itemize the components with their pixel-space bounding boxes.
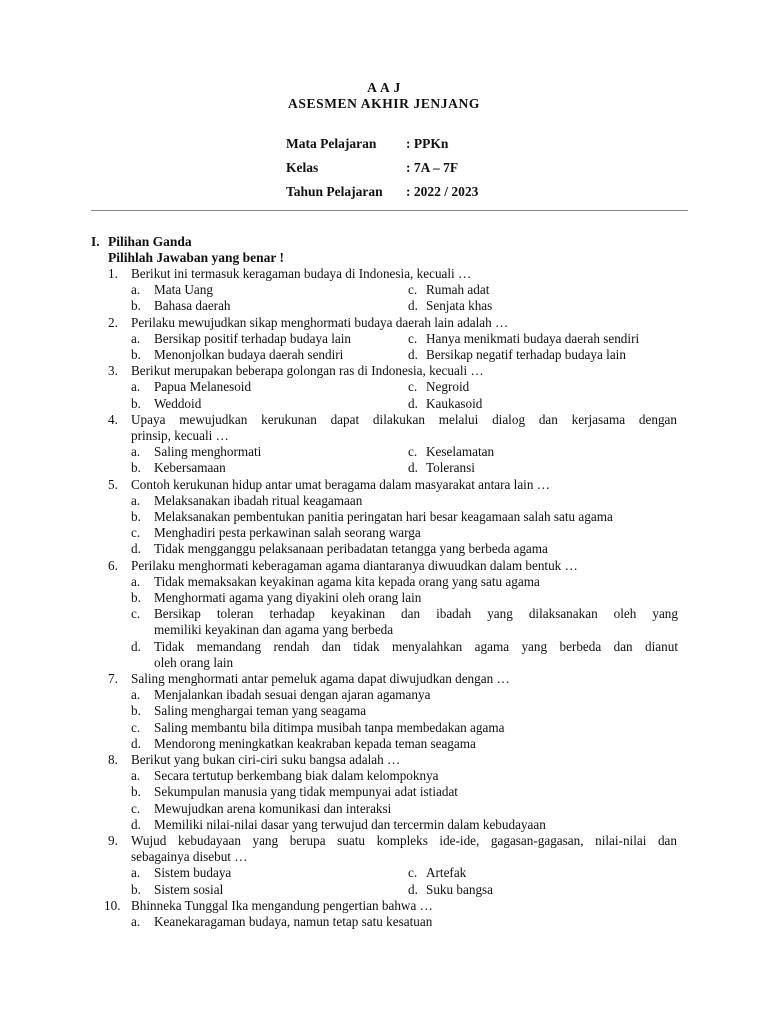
option-letter: c. [131, 606, 141, 622]
option-text: Bersikap negatif terhadap budaya lain [426, 347, 626, 362]
option-letter: d. [408, 347, 418, 362]
option-text: Memiliki nilai-nilai dasar yang terwujud dan tercermin dalam kebudayaan [154, 816, 546, 832]
option-text: Tidak memandang rendah dan tidak menyalahkan agama yang berbeda dan dianut [154, 638, 678, 654]
option-letter: a. [131, 492, 141, 508]
option-letter: a. [131, 768, 141, 784]
option-letter: b. [131, 460, 141, 476]
option-text: Mata Uang [154, 282, 213, 298]
option-letter: c. [131, 525, 141, 541]
question-number: 3. [108, 363, 118, 379]
option-text: Toleransi [426, 460, 475, 476]
option-text: Menjalankan ibadah sesuai dengan ajaran agamanya [154, 687, 431, 703]
question-text: Upaya mewujudkan kerukunan dapat dilakukan melalui dialog dan kerjasama dengan [131, 411, 677, 427]
option-letter: b. [131, 703, 141, 719]
option-letter: b. [131, 509, 141, 524]
option-letter: d. [408, 395, 418, 411]
option-letter: a. [131, 282, 141, 298]
option-text: Rumah adat [426, 282, 490, 298]
option-letter: b. [131, 881, 141, 897]
option-letter: a. [131, 914, 141, 929]
question-number: 10. [104, 897, 121, 913]
question-text: Bhinneka Tunggal Ika mengandung pengertian bahwa … [131, 897, 433, 913]
option-text: Papua Melanesoid [154, 379, 252, 395]
meta-label: Tahun Pelajaran [286, 184, 383, 199]
section-title: Pilihan Ganda [108, 234, 192, 249]
option-letter: d. [131, 541, 141, 557]
option-text: Hanya menikmati budaya daerah sendiri [426, 330, 640, 346]
meta-value: : PPKn [406, 136, 449, 151]
option-text: Suku bangsa [426, 881, 494, 897]
option-text: Sekumpulan manusia yang tidak mempunyai adat istiadat [154, 784, 458, 800]
option-text: oleh orang lain [154, 654, 234, 670]
question-text: Perilaku mewujudkan sikap menghormati budaya daerah lain adalah … [131, 314, 509, 330]
option-text: Saling membantu bila ditimpa musibah tanpa membedakan agama [154, 719, 505, 735]
option-text: Sistem sosial [154, 881, 224, 897]
option-letter: a. [131, 379, 141, 395]
question-number: 9. [108, 833, 118, 848]
question-number: 5. [108, 476, 118, 492]
option-letter: b. [131, 298, 141, 314]
option-text: Keanekaragaman budaya, namun tetap satu kesatuan [154, 914, 433, 929]
option-letter: b. [131, 590, 141, 605]
option-text: Keselamatan [426, 444, 495, 460]
option-letter: b. [131, 784, 141, 800]
option-text: Mendorong meningkatkan keakraban kepada teman seagama [154, 735, 476, 751]
option-letter: d. [408, 298, 418, 314]
question-number: 4. [108, 411, 118, 427]
option-text: Tidak memaksakan keyakinan agama kita kepada orang yang satu agama [154, 573, 540, 589]
question-number: 6. [108, 557, 118, 573]
question-text: Berikut yang bukan ciri-ciri suku bangsa adalah … [131, 752, 401, 767]
question-text: Berikut ini termasuk keragaman budaya di Indonesia, kecuali … [131, 266, 472, 281]
option-letter: c. [408, 330, 418, 346]
question-number: 1. [108, 266, 118, 281]
option-letter: d. [408, 460, 418, 476]
option-letter: a. [131, 687, 141, 703]
option-text: Menonjolkan budaya daerah sendiri [154, 347, 344, 362]
option-letter: d. [131, 735, 141, 751]
question-text: Contoh kerukunan hidup antar umat beragama dalam masyarakat antara lain … [131, 476, 550, 492]
option-text: Weddoid [154, 395, 202, 411]
question-number: 8. [108, 752, 118, 767]
option-text: Bersikap positif terhadap budaya lain [154, 330, 352, 346]
option-letter: d. [408, 881, 418, 897]
option-letter: d. [131, 638, 141, 654]
meta-label: Kelas [286, 160, 319, 175]
question-number: 7. [108, 671, 118, 686]
option-letter: c. [408, 282, 418, 298]
option-text: memiliki keyakinan dan agama yang berbeda [154, 622, 394, 638]
meta-label: Mata Pelajaran [286, 136, 377, 151]
section-number: I. [91, 234, 100, 249]
option-text: Bahasa daerah [154, 298, 231, 314]
meta-value: : 7A – 7F [406, 160, 459, 175]
option-text: Saling menghargai teman yang seagama [154, 703, 367, 719]
question-number: 2. [108, 314, 118, 330]
question-text: Saling menghormati antar pemeluk agama dapat diwujudkan dengan … [131, 671, 510, 686]
meta-value: : 2022 / 2023 [406, 184, 479, 199]
option-letter: b. [131, 395, 141, 411]
question-text: Berikut merupakan beberapa golongan ras di Indonesia, kecuali … [131, 363, 484, 379]
header-divider [91, 210, 688, 211]
option-letter: a. [131, 330, 141, 346]
option-text: Tidak mengganggu pelaksanaan peribadatan tetangga yang berbeda agama [154, 541, 548, 557]
option-letter: c. [408, 444, 418, 460]
option-letter: a. [131, 865, 141, 881]
option-text: Kebersamaan [154, 460, 226, 476]
section-instruction: Pilihlah Jawaban yang benar ! [108, 250, 285, 265]
option-letter: b. [131, 347, 141, 362]
option-text: Bersikap toleran terhadap keyakinan dan ibadah yang dilaksanakan oleh yang [154, 606, 678, 622]
question-text: prinsip, kecuali … [131, 428, 229, 443]
option-letter: c. [408, 379, 418, 395]
option-text: Senjata khas [426, 298, 493, 314]
question-text: sebagainya disebut … [131, 849, 248, 865]
option-text: Sistem budaya [154, 865, 232, 881]
option-letter: c. [131, 800, 141, 816]
option-text: Negroid [426, 379, 470, 395]
option-letter: c. [131, 719, 141, 735]
option-letter: a. [131, 444, 141, 460]
option-text: Saling menghormati [154, 444, 262, 460]
option-letter: c. [408, 865, 418, 881]
question-text: Perilaku menghormati keberagaman agama diantaranya diwuudkan dalam bentuk … [131, 557, 578, 573]
option-text: Menghormati agama yang diyakini oleh orang lain [154, 590, 422, 605]
option-text: Melaksanakan pembentukan panitia peringatan hari besar keagamaan salah satu agama [154, 509, 613, 524]
option-text: Mewujudkan arena komunikasi dan interaksi [154, 800, 392, 816]
option-text: Menghadiri pesta perkawinan salah seorang warga [154, 525, 421, 541]
option-letter: d. [131, 816, 141, 832]
option-text: Melaksanakan ibadah ritual keagamaan [154, 492, 363, 508]
option-text: Secara tertutup berkembang biak dalam kelompoknya [154, 768, 439, 784]
school-name: A A J [367, 80, 401, 95]
option-text: Kaukasoid [426, 395, 483, 411]
option-letter: a. [131, 573, 141, 589]
question-text: Wujud kebudayaan yang berupa suatu kompleks ide-ide, gagasan-gagasan, nilai-nilai dan [131, 833, 677, 848]
option-text: Artefak [426, 865, 467, 881]
exam-title: ASESMEN AKHIR JENJANG [288, 96, 480, 111]
